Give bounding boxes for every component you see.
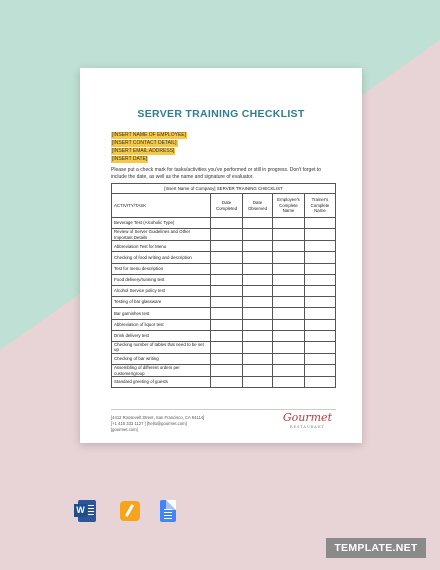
check-cell[interactable] <box>272 377 304 388</box>
table-row <box>112 252 336 263</box>
task-cell: Checking number of tables that need to be set up <box>112 341 211 353</box>
check-cell[interactable] <box>211 285 243 296</box>
check-cell[interactable] <box>304 297 335 308</box>
table-row <box>112 218 336 229</box>
task-cell: Checking of food writing and description <box>112 252 211 263</box>
task-cell: Standard greeting of guests <box>112 377 211 388</box>
check-cell[interactable] <box>272 274 304 285</box>
table-row <box>112 241 336 252</box>
table-row <box>112 365 336 377</box>
check-cell[interactable] <box>243 353 273 364</box>
check-cell[interactable] <box>211 365 243 377</box>
check-cell[interactable] <box>243 285 273 296</box>
check-cell[interactable] <box>304 330 335 341</box>
logo-name: Gourmet <box>282 411 332 424</box>
check-cell[interactable] <box>243 330 273 341</box>
table-row <box>112 330 336 341</box>
check-cell[interactable] <box>304 274 335 285</box>
check-cell[interactable] <box>243 218 273 229</box>
check-cell[interactable] <box>304 377 335 388</box>
footer-contact: [+1 415 333 1127 ] [hello@gourmet.com] <box>111 421 187 426</box>
header-employee-name: Employee's Complete Name <box>272 194 304 218</box>
placeholder-employee-name: [INSERT NAME OF EMPLOYEE] <box>112 132 186 138</box>
task-cell: Abbreviation of liquor test <box>112 319 211 330</box>
header-activity: ACTIVITY/TASK <box>112 194 211 218</box>
task-cell: Testing of bar glassware <box>112 297 211 308</box>
check-cell[interactable] <box>272 263 304 274</box>
task-cell: Assembling of different orders per customer/group <box>112 365 211 377</box>
table-row <box>112 263 336 274</box>
task-cell: Review of Server Guidelines and Other Important Details <box>112 229 211 241</box>
footer-address-block <box>111 415 241 433</box>
placeholder-email-address: [INSERT EMAIL ADDRESS] <box>112 148 175 154</box>
check-cell[interactable] <box>272 308 304 319</box>
check-cell[interactable] <box>304 341 335 353</box>
check-cell[interactable] <box>211 274 243 285</box>
check-cell[interactable] <box>211 263 243 274</box>
check-cell[interactable] <box>304 263 335 274</box>
table-row <box>112 308 336 319</box>
table-row <box>112 341 336 353</box>
check-cell[interactable] <box>272 252 304 263</box>
check-cell[interactable] <box>272 341 304 353</box>
check-cell[interactable] <box>272 241 304 252</box>
placeholder-contact-detail: [INSERT CONTACT DETAIL] <box>112 140 177 146</box>
check-cell[interactable] <box>272 319 304 330</box>
check-cell[interactable] <box>243 241 273 252</box>
check-cell[interactable] <box>272 330 304 341</box>
check-cell[interactable] <box>272 285 304 296</box>
check-cell[interactable] <box>304 365 335 377</box>
check-cell[interactable] <box>243 308 273 319</box>
check-cell[interactable] <box>211 241 243 252</box>
task-cell: Food delivery/running test <box>112 274 211 285</box>
check-cell[interactable] <box>211 353 243 364</box>
check-cell[interactable] <box>243 274 273 285</box>
check-cell[interactable] <box>211 252 243 263</box>
task-cell: Bar garnishes test <box>112 308 211 319</box>
check-cell[interactable] <box>304 241 335 252</box>
template-net-badge[interactable]: TEMPLATE.NET <box>326 538 426 558</box>
check-cell[interactable] <box>272 353 304 364</box>
task-cell: Drink delivery test <box>112 330 211 341</box>
check-cell[interactable] <box>243 252 273 263</box>
check-cell[interactable] <box>304 252 335 263</box>
task-cell: Beverage Test (Alcoholic Type) <box>112 218 211 229</box>
google-docs-icon[interactable] <box>160 500 176 522</box>
check-cell[interactable] <box>243 365 273 377</box>
check-cell[interactable] <box>304 353 335 364</box>
word-app-icon[interactable] <box>78 500 96 522</box>
check-cell[interactable] <box>304 229 335 241</box>
table-row <box>112 377 336 388</box>
task-cell: Abbreviation Test for Menu <box>112 241 211 252</box>
check-cell[interactable] <box>211 297 243 308</box>
check-cell[interactable] <box>272 365 304 377</box>
word-letter: W <box>74 504 87 517</box>
table-row <box>112 285 336 296</box>
table-row <box>112 319 336 330</box>
placeholder-date: [INSERT DATE] <box>112 156 148 162</box>
check-cell[interactable] <box>272 229 304 241</box>
header-date-completed: Date Completed <box>211 194 243 218</box>
check-cell[interactable] <box>243 319 273 330</box>
check-cell[interactable] <box>211 341 243 353</box>
check-cell[interactable] <box>243 377 273 388</box>
check-cell[interactable] <box>304 285 335 296</box>
table-row <box>112 274 336 285</box>
header-date-observed: Date Observed <box>243 194 273 218</box>
check-cell[interactable] <box>211 330 243 341</box>
check-cell[interactable] <box>243 341 273 353</box>
check-cell[interactable] <box>272 297 304 308</box>
check-cell[interactable] <box>243 229 273 241</box>
pages-app-icon[interactable] <box>120 501 140 521</box>
table-row <box>112 353 336 364</box>
check-cell[interactable] <box>211 377 243 388</box>
check-cell[interactable] <box>211 319 243 330</box>
check-cell[interactable] <box>211 229 243 241</box>
task-cell: Alcohol Service policy test <box>112 285 211 296</box>
table-row <box>112 229 336 241</box>
header-trainer-name: Trainer's Complete Name <box>304 194 335 218</box>
check-cell[interactable] <box>243 263 273 274</box>
gourmet-logo <box>283 411 332 429</box>
checklist-table <box>111 183 336 388</box>
document-title: SERVER TRAINING CHECKLIST <box>137 108 305 120</box>
footer-website: [gourmet.com] <box>111 427 138 432</box>
check-cell[interactable] <box>211 218 243 229</box>
footer-address: [4412 Roosevelt Street, San Francisco, CA 94114] <box>111 415 205 420</box>
logo-subtitle: RESTAURANT <box>289 425 325 429</box>
check-cell[interactable] <box>272 218 304 229</box>
check-cell[interactable] <box>211 308 243 319</box>
document-page <box>80 68 362 443</box>
check-cell[interactable] <box>243 297 273 308</box>
check-cell[interactable] <box>304 319 335 330</box>
task-cell: Checking of bar writing <box>112 353 211 364</box>
check-cell[interactable] <box>304 308 335 319</box>
table-row <box>112 297 336 308</box>
intro-text: Please put a check mark for tasks/activities you've performed or still in progress. Don't forget to include the date, as well as the name and signature of evaluator. <box>111 167 322 180</box>
table-title: [Insert Name of Company] SERVER TRAINING CHECKLIST <box>112 184 336 194</box>
footer-divider <box>111 409 336 410</box>
task-cell: Test for menu description <box>112 263 211 274</box>
check-cell[interactable] <box>304 218 335 229</box>
